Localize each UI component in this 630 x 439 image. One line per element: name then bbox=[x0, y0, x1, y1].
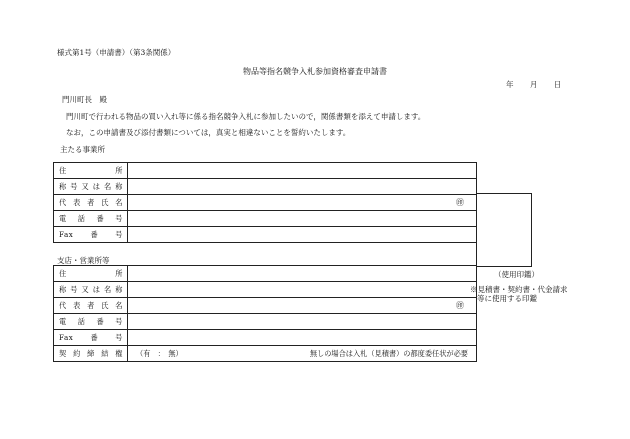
table-row bbox=[54, 282, 477, 298]
contract-authority-field[interactable] bbox=[128, 346, 477, 362]
branch-representative-field[interactable] bbox=[128, 298, 477, 314]
table-row bbox=[54, 195, 477, 211]
fax-label: Fax番号 bbox=[54, 330, 128, 346]
contract-authority-label: 契約締結権 bbox=[54, 346, 128, 362]
main-office-section-label: 主たる事業所 bbox=[60, 145, 105, 154]
branch-fax-field[interactable] bbox=[128, 330, 477, 346]
seal-mark: ㊞ bbox=[456, 301, 464, 310]
representative-label: 代表者氏名 bbox=[54, 195, 128, 211]
table-row bbox=[54, 346, 477, 362]
branch-office-section-label: 支店・営業所等 bbox=[57, 256, 110, 265]
table-row bbox=[54, 314, 477, 330]
stamp-caption: （使用印鑑） bbox=[494, 270, 539, 279]
table-row bbox=[54, 227, 477, 243]
phone-label: 電話番号 bbox=[54, 314, 128, 330]
date-line: 年 月 日 bbox=[506, 80, 562, 89]
table-row bbox=[54, 163, 477, 179]
stamp-note-line2: 等に使用する印鑑 bbox=[477, 294, 537, 303]
address-label: 住 所 bbox=[54, 163, 128, 179]
branch-phone-field[interactable] bbox=[128, 314, 477, 330]
seal-mark: ㊞ bbox=[456, 198, 464, 207]
representative-label: 代表者氏名 bbox=[54, 298, 128, 314]
company-name-label: 称号又は名称 bbox=[54, 179, 128, 195]
addressee: 門川町長 殿 bbox=[62, 95, 107, 104]
stamp-note-line1: ※見積書・契約書・代金請求 bbox=[470, 285, 568, 294]
branch-company-name-field[interactable] bbox=[128, 282, 477, 298]
main-phone-field[interactable] bbox=[128, 211, 477, 227]
table-row bbox=[54, 266, 477, 282]
contract-note: 無しの場合は入札（見積書）の都度委任状が必要 bbox=[309, 349, 468, 358]
branch-address-field[interactable] bbox=[128, 266, 477, 282]
address-label: 住 所 bbox=[54, 266, 128, 282]
main-representative-field[interactable] bbox=[128, 195, 477, 211]
table-row bbox=[54, 179, 477, 195]
page-title: 物品等指名競争入札参加資格審査申請書 bbox=[243, 67, 387, 76]
contract-choice[interactable]: （有 ： 無） bbox=[136, 349, 183, 358]
company-name-label: 称号又は名称 bbox=[54, 282, 128, 298]
table-row bbox=[54, 211, 477, 227]
phone-label: 電話番号 bbox=[54, 211, 128, 227]
main-company-name-field[interactable] bbox=[128, 179, 477, 195]
fax-label: Fax番号 bbox=[54, 227, 128, 243]
branch-office-table bbox=[53, 265, 477, 362]
form-reference: 様式第1号（申請書）（第3条関係） bbox=[57, 48, 176, 57]
main-fax-field[interactable] bbox=[128, 227, 477, 243]
body-paragraph-1: 門川町で行われる物品の買い入れ等に係る指名競争入札に参加したいので，関係書類を添えて申請します。 bbox=[66, 112, 426, 121]
body-paragraph-2: なお，この申請書及び添付書類については，真実と相違ないことを誓約いたします。 bbox=[66, 128, 351, 137]
stamp-box[interactable] bbox=[476, 193, 532, 267]
table-row bbox=[54, 298, 477, 314]
main-address-field[interactable] bbox=[128, 163, 477, 179]
table-row bbox=[54, 330, 477, 346]
main-office-table bbox=[53, 162, 477, 243]
